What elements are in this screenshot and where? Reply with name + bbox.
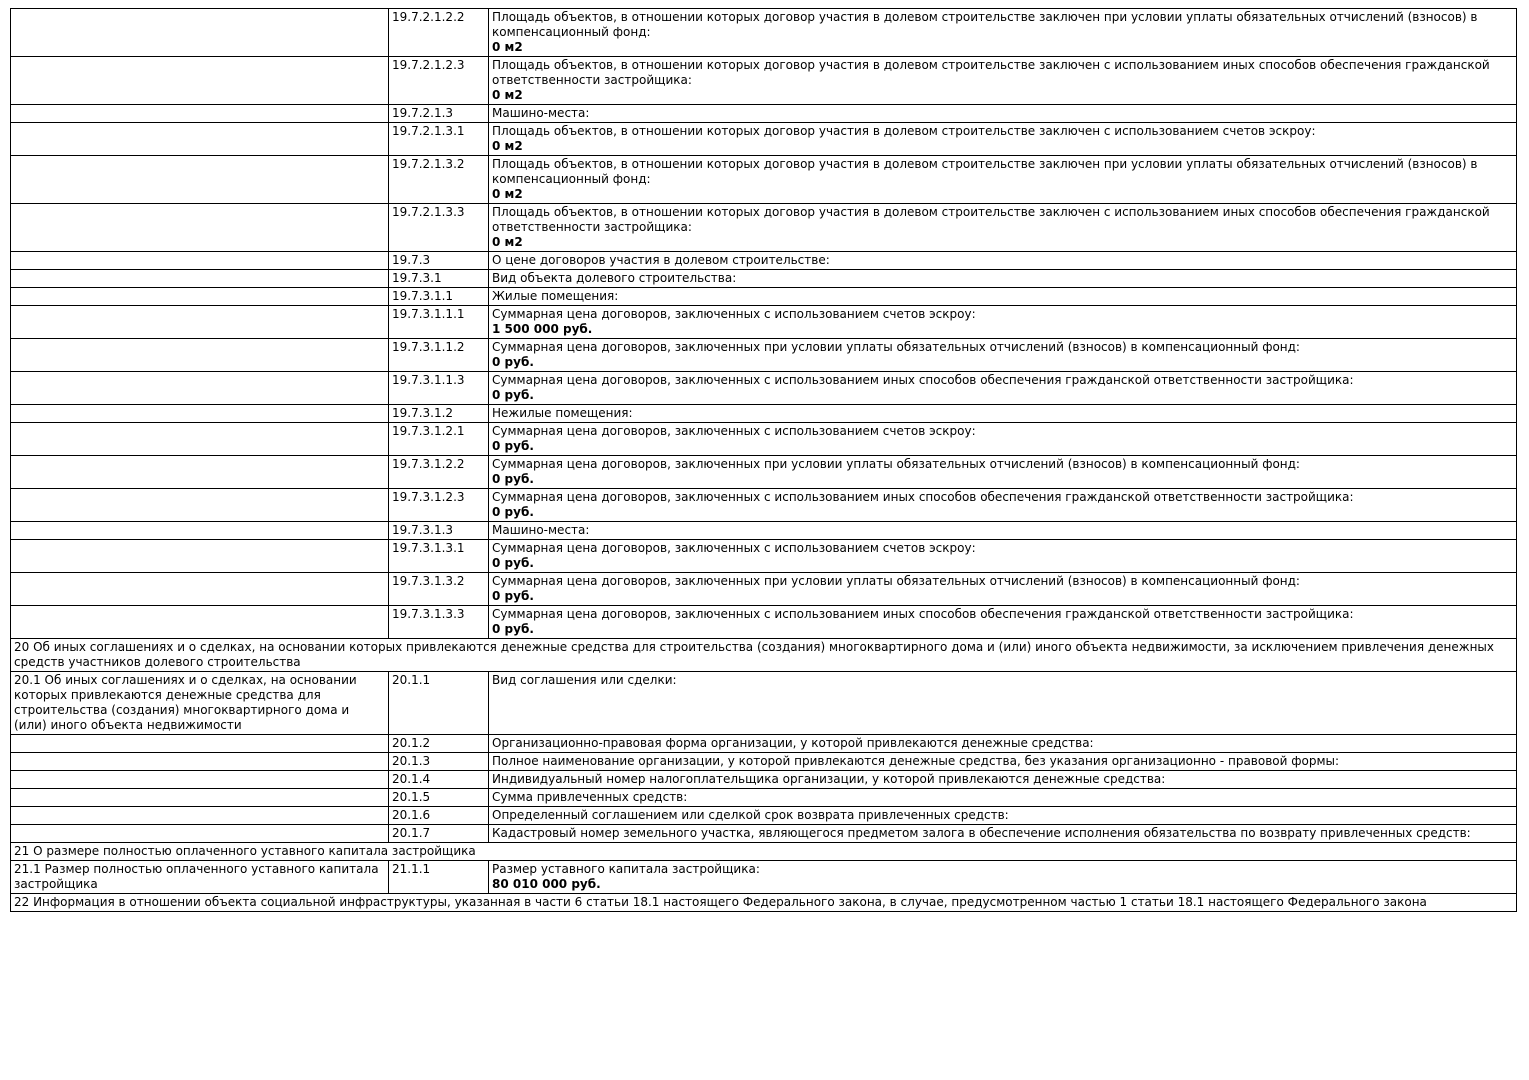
section-cell xyxy=(11,252,389,270)
table-row xyxy=(11,57,1517,105)
section-cell xyxy=(11,489,389,522)
section-cell xyxy=(11,771,389,789)
field-value: 0 м2 xyxy=(492,235,523,249)
section-cell xyxy=(11,306,389,339)
field-value: 0 руб. xyxy=(492,388,534,402)
content-cell xyxy=(489,405,1517,423)
table-row xyxy=(11,252,1517,270)
section-cell xyxy=(11,372,389,405)
content-cell xyxy=(489,57,1517,105)
content-cell xyxy=(489,123,1517,156)
content-cell xyxy=(489,105,1517,123)
section-cell xyxy=(11,339,389,372)
section-cell xyxy=(11,105,389,123)
field-label: Суммарная цена договоров, заключенных при условии уплаты обязательных отчислений (взносов) в компенсационный фонд: xyxy=(492,574,1300,588)
section-cell xyxy=(11,606,389,639)
table-row xyxy=(11,753,1517,771)
section-cell xyxy=(11,405,389,423)
section-cell: 20.1 Об иных соглашениях и о сделках, на основании которых привлекаются денежные средства для строительства (создания) многоквартирного дома и (или) иного объекта недвижимости xyxy=(11,672,389,735)
code-cell: 20.1.3 xyxy=(389,753,489,771)
field-label: Размер уставного капитала застройщика: xyxy=(492,862,760,876)
code-cell: 20.1.6 xyxy=(389,807,489,825)
field-label: Суммарная цена договоров, заключенных с использованием счетов эскроу: xyxy=(492,424,976,438)
field-label: Индивидуальный номер налогоплательщика организации, у которой привлекаются денежные средства: xyxy=(492,772,1166,786)
table-row xyxy=(11,735,1517,753)
content-cell xyxy=(489,252,1517,270)
content-cell xyxy=(489,204,1517,252)
field-value: 0 руб. xyxy=(492,355,534,369)
table-row xyxy=(11,861,1517,894)
field-value: 0 руб. xyxy=(492,556,534,570)
field-value: 0 руб. xyxy=(492,439,534,453)
declaration-table xyxy=(10,8,1517,912)
content-cell xyxy=(489,270,1517,288)
table-row xyxy=(11,405,1517,423)
code-cell: 19.7.2.1.3.2 xyxy=(389,156,489,204)
content-cell xyxy=(489,540,1517,573)
code-cell: 19.7.3.1.2.2 xyxy=(389,456,489,489)
table-row xyxy=(11,606,1517,639)
code-cell: 19.7.3.1.1.3 xyxy=(389,372,489,405)
table-row xyxy=(11,771,1517,789)
section-cell: 21.1 Размер полностью оплаченного уставного капитала застройщика xyxy=(11,861,389,894)
table-row xyxy=(11,105,1517,123)
field-label: Суммарная цена договоров, заключенных с использованием иных способов обеспечения гражданской ответственности застройщика: xyxy=(492,373,1354,387)
content-cell xyxy=(489,339,1517,372)
field-label: Суммарная цена договоров, заключенных с использованием иных способов обеспечения гражданской ответственности застройщика: xyxy=(492,490,1354,504)
section-cell xyxy=(11,540,389,573)
code-cell: 19.7.3.1.1 xyxy=(389,288,489,306)
field-label: Вид соглашения или сделки: xyxy=(492,673,677,687)
field-label: Площадь объектов, в отношении которых договор участия в долевом строительстве заключен с использованием иных способов обеспечения гражданской ответственности застройщика: xyxy=(492,205,1490,234)
content-cell xyxy=(489,825,1517,843)
content-cell xyxy=(489,306,1517,339)
field-label: Суммарная цена договоров, заключенных при условии уплаты обязательных отчислений (взносов) в компенсационный фонд: xyxy=(492,340,1300,354)
table-row xyxy=(11,489,1517,522)
code-cell: 19.7.3.1.3.2 xyxy=(389,573,489,606)
code-cell: 19.7.3.1.2.3 xyxy=(389,489,489,522)
section-cell xyxy=(11,123,389,156)
code-cell: 19.7.3.1.2.1 xyxy=(389,423,489,456)
content-cell xyxy=(489,456,1517,489)
table-row xyxy=(11,372,1517,405)
content-cell xyxy=(489,789,1517,807)
code-cell: 20.1.5 xyxy=(389,789,489,807)
content-cell xyxy=(489,372,1517,405)
field-value: 0 м2 xyxy=(492,88,523,102)
field-label: О цене договоров участия в долевом строительстве: xyxy=(492,253,830,267)
field-value: 80 010 000 руб. xyxy=(492,877,601,891)
code-cell: 20.1.2 xyxy=(389,735,489,753)
code-cell: 19.7.3.1.3.1 xyxy=(389,540,489,573)
section-header-row xyxy=(11,843,1517,861)
table-row xyxy=(11,270,1517,288)
field-label: Суммарная цена договоров, заключенных с использованием счетов эскроу: xyxy=(492,307,976,321)
field-label: Организационно-правовая форма организации, у которой привлекаются денежные средства: xyxy=(492,736,1094,750)
code-cell: 19.7.3.1.1.2 xyxy=(389,339,489,372)
table-row xyxy=(11,573,1517,606)
code-cell: 20.1.7 xyxy=(389,825,489,843)
code-cell: 19.7.3.1.3 xyxy=(389,522,489,540)
code-cell: 19.7.2.1.3.1 xyxy=(389,123,489,156)
table-row xyxy=(11,825,1517,843)
code-cell: 19.7.3 xyxy=(389,252,489,270)
code-cell: 19.7.2.1.2.3 xyxy=(389,57,489,105)
content-cell xyxy=(489,423,1517,456)
section-cell xyxy=(11,807,389,825)
section-header-cell: 21 О размере полностью оплаченного уставного капитала застройщика xyxy=(11,843,1517,861)
field-label: Сумма привлеченных средств: xyxy=(492,790,688,804)
table-row xyxy=(11,423,1517,456)
field-value: 0 руб. xyxy=(492,622,534,636)
field-label: Площадь объектов, в отношении которых договор участия в долевом строительстве заключен при условии уплаты обязательных отчислений (взносов) в компенсационный фонд: xyxy=(492,10,1478,39)
code-cell: 19.7.3.1.1.1 xyxy=(389,306,489,339)
section-cell xyxy=(11,456,389,489)
table-row xyxy=(11,288,1517,306)
content-cell xyxy=(489,771,1517,789)
field-label: Машино-места: xyxy=(492,106,590,120)
table-row xyxy=(11,456,1517,489)
section-cell xyxy=(11,57,389,105)
field-label: Вид объекта долевого строительства: xyxy=(492,271,737,285)
field-label: Площадь объектов, в отношении которых договор участия в долевом строительстве заключен с использованием счетов эскроу: xyxy=(492,124,1316,138)
content-cell xyxy=(489,807,1517,825)
content-cell xyxy=(489,156,1517,204)
section-header-row xyxy=(11,894,1517,912)
content-cell xyxy=(489,753,1517,771)
table-row xyxy=(11,204,1517,252)
declaration-table-body xyxy=(11,9,1517,912)
section-cell xyxy=(11,9,389,57)
field-label: Жилые помещения: xyxy=(492,289,619,303)
table-row xyxy=(11,540,1517,573)
code-cell: 19.7.3.1 xyxy=(389,270,489,288)
code-cell: 19.7.3.1.3.3 xyxy=(389,606,489,639)
table-row xyxy=(11,123,1517,156)
content-cell xyxy=(489,288,1517,306)
field-label: Суммарная цена договоров, заключенных с использованием счетов эскроу: xyxy=(492,541,976,555)
field-value: 0 руб. xyxy=(492,472,534,486)
content-cell xyxy=(489,735,1517,753)
section-cell xyxy=(11,825,389,843)
table-row xyxy=(11,789,1517,807)
code-cell: 21.1.1 xyxy=(389,861,489,894)
field-label: Площадь объектов, в отношении которых договор участия в долевом строительстве заключен при условии уплаты обязательных отчислений (взносов) в компенсационный фонд: xyxy=(492,157,1478,186)
table-row xyxy=(11,522,1517,540)
content-cell xyxy=(489,606,1517,639)
field-value: 0 м2 xyxy=(492,187,523,201)
field-value: 0 руб. xyxy=(492,505,534,519)
content-cell xyxy=(489,672,1517,735)
code-cell: 19.7.2.1.3.3 xyxy=(389,204,489,252)
field-label: Суммарная цена договоров, заключенных при условии уплаты обязательных отчислений (взносов) в компенсационный фонд: xyxy=(492,457,1300,471)
field-label: Нежилые помещения: xyxy=(492,406,633,420)
table-row xyxy=(11,339,1517,372)
content-cell xyxy=(489,9,1517,57)
field-label: Определенный соглашением или сделкой срок возврата привлеченных средств: xyxy=(492,808,1009,822)
section-cell xyxy=(11,735,389,753)
table-row xyxy=(11,306,1517,339)
field-value: 1 500 000 руб. xyxy=(492,322,593,336)
code-cell: 19.7.2.1.2.2 xyxy=(389,9,489,57)
field-label: Полное наименование организации, у которой привлекаются денежные средства, без указания организационно - правовой формы: xyxy=(492,754,1340,768)
table-row xyxy=(11,672,1517,735)
content-cell xyxy=(489,522,1517,540)
section-cell xyxy=(11,270,389,288)
field-label: Кадастровый номер земельного участка, являющегося предметом залога в обеспечение исполнения обязательства по возврату привлеченных средств: xyxy=(492,826,1471,840)
field-label: Площадь объектов, в отношении которых договор участия в долевом строительстве заключен с использованием иных способов обеспечения гражданской ответственности застройщика: xyxy=(492,58,1490,87)
content-cell xyxy=(489,861,1517,894)
field-value: 0 м2 xyxy=(492,139,523,153)
section-cell xyxy=(11,156,389,204)
section-cell xyxy=(11,423,389,456)
field-label: Суммарная цена договоров, заключенных с использованием иных способов обеспечения гражданской ответственности застройщика: xyxy=(492,607,1354,621)
section-header-cell: 22 Информация в отношении объекта социальной инфраструктуры, указанная в части 6 статьи 18.1 настоящего Федерального закона, в случае, предусмотренном частью 1 статьи 18.1 настоящего Федерального закона xyxy=(11,894,1517,912)
field-value: 0 м2 xyxy=(492,40,523,54)
code-cell: 19.7.2.1.3 xyxy=(389,105,489,123)
section-cell xyxy=(11,573,389,606)
section-header-row xyxy=(11,639,1517,672)
code-cell: 20.1.4 xyxy=(389,771,489,789)
content-cell xyxy=(489,489,1517,522)
section-cell xyxy=(11,204,389,252)
section-header-cell: 20 Об иных соглашениях и о сделках, на основании которых привлекаются денежные средства для строительства (создания) многоквартирного дома и (или) иного объекта недвижимости, за исключением привлечения денежных средств участников долевого строительства xyxy=(11,639,1517,672)
section-cell xyxy=(11,288,389,306)
section-cell xyxy=(11,522,389,540)
table-row xyxy=(11,156,1517,204)
table-row xyxy=(11,807,1517,825)
section-cell xyxy=(11,789,389,807)
field-value: 0 руб. xyxy=(492,589,534,603)
content-cell xyxy=(489,573,1517,606)
code-cell: 20.1.1 xyxy=(389,672,489,735)
code-cell: 19.7.3.1.2 xyxy=(389,405,489,423)
table-row xyxy=(11,9,1517,57)
field-label: Машино-места: xyxy=(492,523,590,537)
section-cell xyxy=(11,753,389,771)
